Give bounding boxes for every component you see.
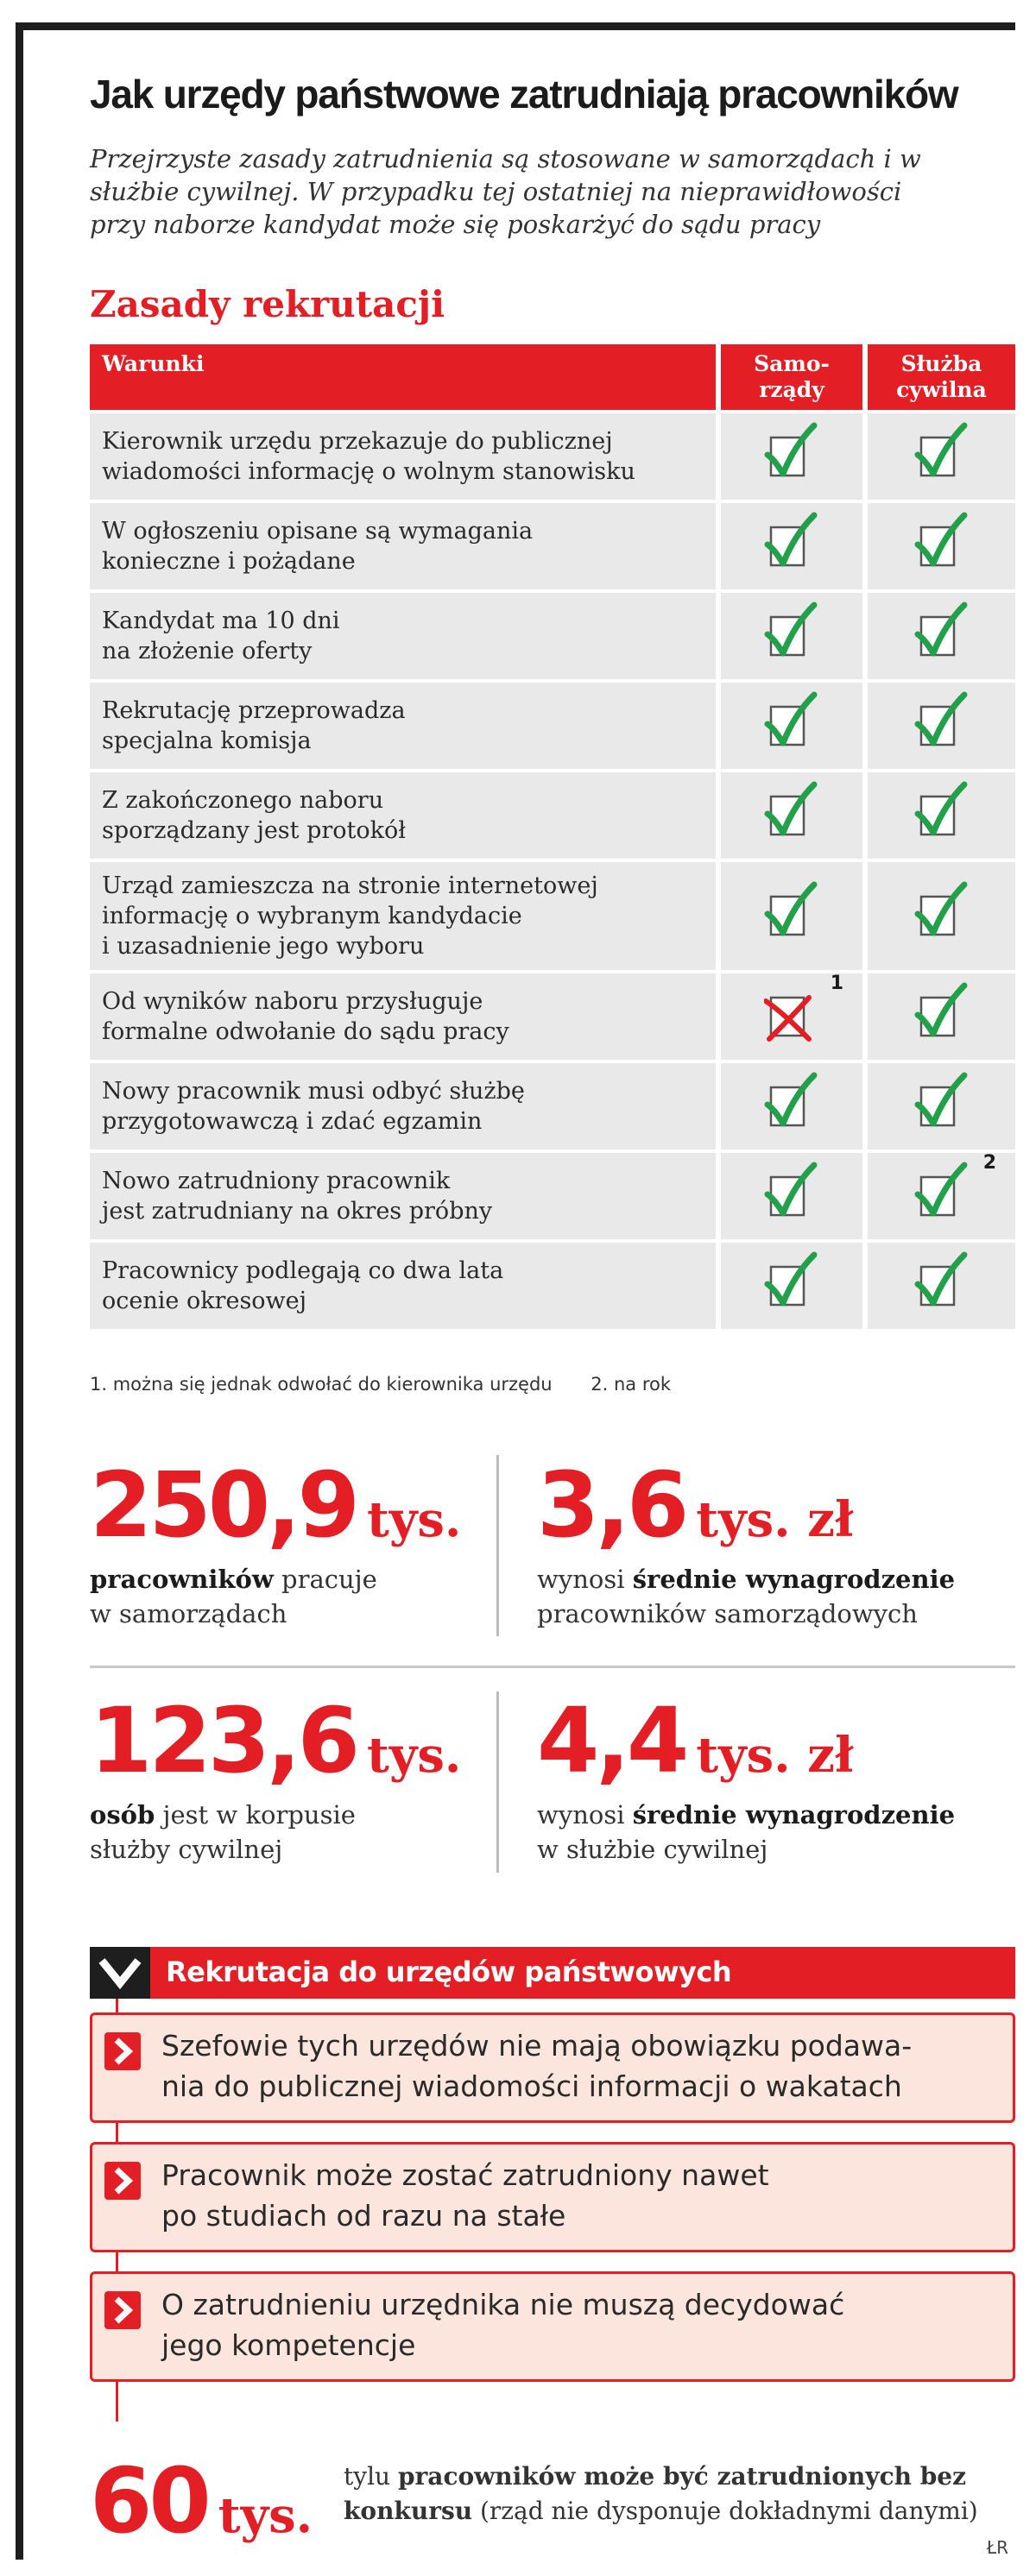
condition-text: Urząd zamieszcza na stronie internetowej informację o wybranym kandydacie i uzasadnienie jego wyboru xyxy=(102,872,598,960)
footnote-marker: 2 xyxy=(982,1152,996,1174)
condition-cell xyxy=(90,772,716,859)
stat-description xyxy=(90,1562,461,1631)
recruitment-item xyxy=(90,2142,1015,2252)
stat-civil-service-employees xyxy=(90,1688,462,1867)
checkmark-icon xyxy=(914,1251,970,1313)
checkmark-icon xyxy=(914,881,970,943)
stat-number: 123,6 xyxy=(90,1688,357,1793)
checkmark-icon xyxy=(764,1162,819,1224)
table-row xyxy=(90,683,1015,769)
recruitment-item xyxy=(90,2271,1015,2382)
checkmark-icon xyxy=(914,1162,970,1224)
local-government-cell xyxy=(716,973,862,1060)
condition-text: Od wyników naboru przysługuje formalne odwołanie do sądu pracy xyxy=(102,988,509,1045)
footnote-marker: 1 xyxy=(830,973,843,994)
stat-desc-pre: wynosi xyxy=(537,1565,633,1594)
stat-unit: tys. zł xyxy=(696,1491,854,1548)
stat-desc-bold: pracowników xyxy=(90,1565,274,1594)
stat-desc-bold: osób xyxy=(90,1800,155,1830)
page-title: Jak urzędy państwowe zatrudniają pracowników xyxy=(90,72,958,117)
stat-number: 3,6 xyxy=(537,1452,686,1558)
stat-description xyxy=(537,1562,955,1631)
header-civil-service-label: Służba cywilna xyxy=(896,351,987,402)
local-government-cell xyxy=(716,593,862,679)
stat-value xyxy=(90,1688,462,1793)
stat-unit: tys. zł xyxy=(696,1727,854,1784)
chevron-right-icon xyxy=(104,2032,141,2070)
civil-service-cell xyxy=(862,413,1015,500)
checkmark-icon xyxy=(914,422,970,484)
frame-notch xyxy=(23,30,117,42)
section-title: Zasady rekrutacji xyxy=(90,283,445,325)
checkmark-icon xyxy=(764,781,819,843)
stat-desc-text: pracuje xyxy=(273,1565,377,1594)
header-civil-service xyxy=(862,344,1015,410)
stat-desc-line2: w służbie cywilnej xyxy=(537,1835,768,1864)
condition-text: Kandydat ma 10 dni na złożenie oferty xyxy=(102,608,340,664)
stat-desc-line2: służby cywilnej xyxy=(90,1835,283,1864)
condition-cell xyxy=(90,593,716,679)
stat-desc-line2: pracowników samorządowych xyxy=(537,1599,918,1628)
stat-desc-line2: w samorządach xyxy=(90,1599,287,1628)
recruitment-item-text: Pracownik może zostać zatrudniony nawet po studiach od razu na stałe xyxy=(161,2158,769,2233)
stat-description xyxy=(90,1798,461,1867)
stat-desc-pre: wynosi xyxy=(537,1800,633,1830)
footnote-2: 2. na rok xyxy=(591,1374,672,1395)
stat-divider-vertical xyxy=(496,1691,499,1873)
table-row xyxy=(90,1153,1015,1239)
header-local-government-label: Samo- rządy xyxy=(754,351,830,402)
local-government-cell xyxy=(716,1243,862,1329)
recruitment-box-title: Rekrutacja do urzędów państwowych xyxy=(166,1956,732,1988)
table-row xyxy=(90,503,1015,589)
checkmark-icon xyxy=(914,512,970,574)
stat-unit: tys. xyxy=(366,1491,462,1548)
recruitment-item xyxy=(90,2012,1015,2123)
checkmark-icon xyxy=(764,881,819,943)
frame-top-bar xyxy=(16,22,1015,30)
condition-text: Rekrutację przeprowadza specjalna komisja xyxy=(102,697,406,754)
civil-service-cell xyxy=(862,862,1015,970)
checkmark-icon xyxy=(764,1072,819,1134)
stat-local-gov-employees xyxy=(90,1452,462,1631)
stat-unit: tys. xyxy=(218,2487,313,2544)
chevron-right-icon xyxy=(104,2291,141,2329)
stat-divider-horizontal xyxy=(90,1666,1015,1668)
checkmark-icon xyxy=(764,1251,819,1313)
table-row xyxy=(90,1243,1015,1329)
local-government-cell xyxy=(716,413,862,500)
stat-value xyxy=(90,1452,462,1558)
condition-cell xyxy=(90,1153,716,1239)
chevron-down-icon xyxy=(90,1947,150,1999)
condition-text: Kierownik urzędu przekazuje do publicznej wiadomości informację o wolnym stanowisku xyxy=(102,428,635,485)
stat-value xyxy=(537,1688,955,1793)
stat-desc-text: (rząd nie dysponuje dokładnymi danymi) xyxy=(472,2497,978,2525)
civil-service-cell xyxy=(862,593,1015,679)
condition-text: Z zakończonego naboru sporządzany jest protokół xyxy=(102,787,407,844)
local-government-cell xyxy=(716,503,862,589)
stat-desc-text: jest w korpusie xyxy=(155,1800,356,1830)
stat-no-competition-description xyxy=(344,2459,1017,2529)
header-local-government xyxy=(716,344,862,410)
stat-number: 4,4 xyxy=(537,1688,686,1793)
condition-text: Nowy pracownik musi odbyć służbę przygotowawczą i zdać egzamin xyxy=(102,1078,525,1135)
local-government-cell xyxy=(716,1153,862,1239)
stat-description xyxy=(537,1798,955,1867)
civil-service-cell xyxy=(862,683,1015,769)
table-row xyxy=(90,1063,1015,1149)
recruitment-box-header xyxy=(90,1947,1015,1999)
stat-unit: tys. xyxy=(366,1727,462,1784)
condition-cell xyxy=(90,862,716,970)
condition-cell xyxy=(90,683,716,769)
chevron-right-icon xyxy=(104,2162,141,2200)
recruitment-item-text: Szefowie tych urzędów nie mają obowiązku podawa- nia do publicznej wiadomości informacji o wakatach xyxy=(161,2029,913,2103)
stat-desc-bold-2: konkursu xyxy=(344,2497,473,2525)
checkmark-icon xyxy=(764,422,819,484)
stat-desc-bold: średnie wynagrodzenie xyxy=(632,1800,956,1830)
author-credit: ŁR xyxy=(986,2537,1008,2558)
stat-local-gov-salary xyxy=(537,1452,956,1631)
table-header-row xyxy=(90,344,1015,410)
stat-desc-pre: tylu xyxy=(344,2462,398,2491)
stat-number: 60 xyxy=(90,2448,208,2554)
stat-civil-service-salary xyxy=(537,1688,956,1867)
stat-desc-bold: średnie wynagrodzenie xyxy=(632,1565,956,1594)
checkmark-icon xyxy=(764,691,819,753)
civil-service-cell xyxy=(862,1063,1015,1149)
frame-left-bar xyxy=(16,22,23,2560)
local-government-cell xyxy=(716,772,862,859)
checkmark-icon xyxy=(914,691,970,753)
stat-number: 250,9 xyxy=(90,1452,357,1558)
condition-cell xyxy=(90,1243,716,1329)
footnotes xyxy=(90,1374,671,1395)
checkmark-icon xyxy=(914,781,970,843)
recruitment-item-text: O zatrudnieniu urzędnika nie muszą decydować jego kompetencje xyxy=(161,2288,845,2362)
condition-text: Pracownicy podlegają co dwa lata ocenie okresowej xyxy=(102,1257,504,1314)
checkmark-icon xyxy=(914,982,970,1044)
table-row xyxy=(90,973,1015,1060)
civil-service-cell xyxy=(862,1243,1015,1329)
footnote-1: 1. można się jednak odwołać do kierownika urzędu xyxy=(90,1374,553,1395)
local-government-cell xyxy=(716,1063,862,1149)
checkmark-icon xyxy=(914,1072,970,1134)
condition-text: W ogłoszeniu opisane są wymagania konieczne i pożądane xyxy=(102,518,534,575)
table-row xyxy=(90,772,1015,859)
stat-value xyxy=(537,1452,955,1558)
civil-service-cell xyxy=(862,503,1015,589)
cross-icon xyxy=(764,982,819,1044)
checkmark-icon xyxy=(764,601,819,664)
table-row xyxy=(90,413,1015,500)
civil-service-cell xyxy=(862,772,1015,859)
header-conditions: Warunki xyxy=(90,344,716,410)
stat-desc-bold: pracowników może być zatrudnionych bez xyxy=(397,2462,967,2491)
table-body xyxy=(90,413,1015,1329)
stat-divider-vertical xyxy=(496,1455,499,1636)
checkmark-icon xyxy=(914,601,970,664)
lead-paragraph: Przejrzyste zasady zatrudnienia są stosowane w samorządach i w służbie cywilnej. W przypadku tej ostatniej na nieprawidłowości przy naborze kandydat może się poskarżyć do sądu pracy xyxy=(90,144,921,239)
condition-cell xyxy=(90,503,716,589)
table-row xyxy=(90,862,1015,970)
civil-service-cell xyxy=(862,973,1015,1060)
local-government-cell xyxy=(716,862,862,970)
local-government-cell xyxy=(716,683,862,769)
condition-cell xyxy=(90,413,716,500)
table-row xyxy=(90,593,1015,679)
checkmark-icon xyxy=(764,512,819,574)
stat-no-competition-value xyxy=(90,2448,313,2554)
condition-cell xyxy=(90,1063,716,1149)
condition-text: Nowo zatrudniony pracownik jest zatrudniany na okres próbny xyxy=(102,1168,493,1225)
civil-service-cell xyxy=(862,1153,1015,1239)
condition-cell xyxy=(90,973,716,1060)
recruitment-table xyxy=(90,341,1015,1332)
